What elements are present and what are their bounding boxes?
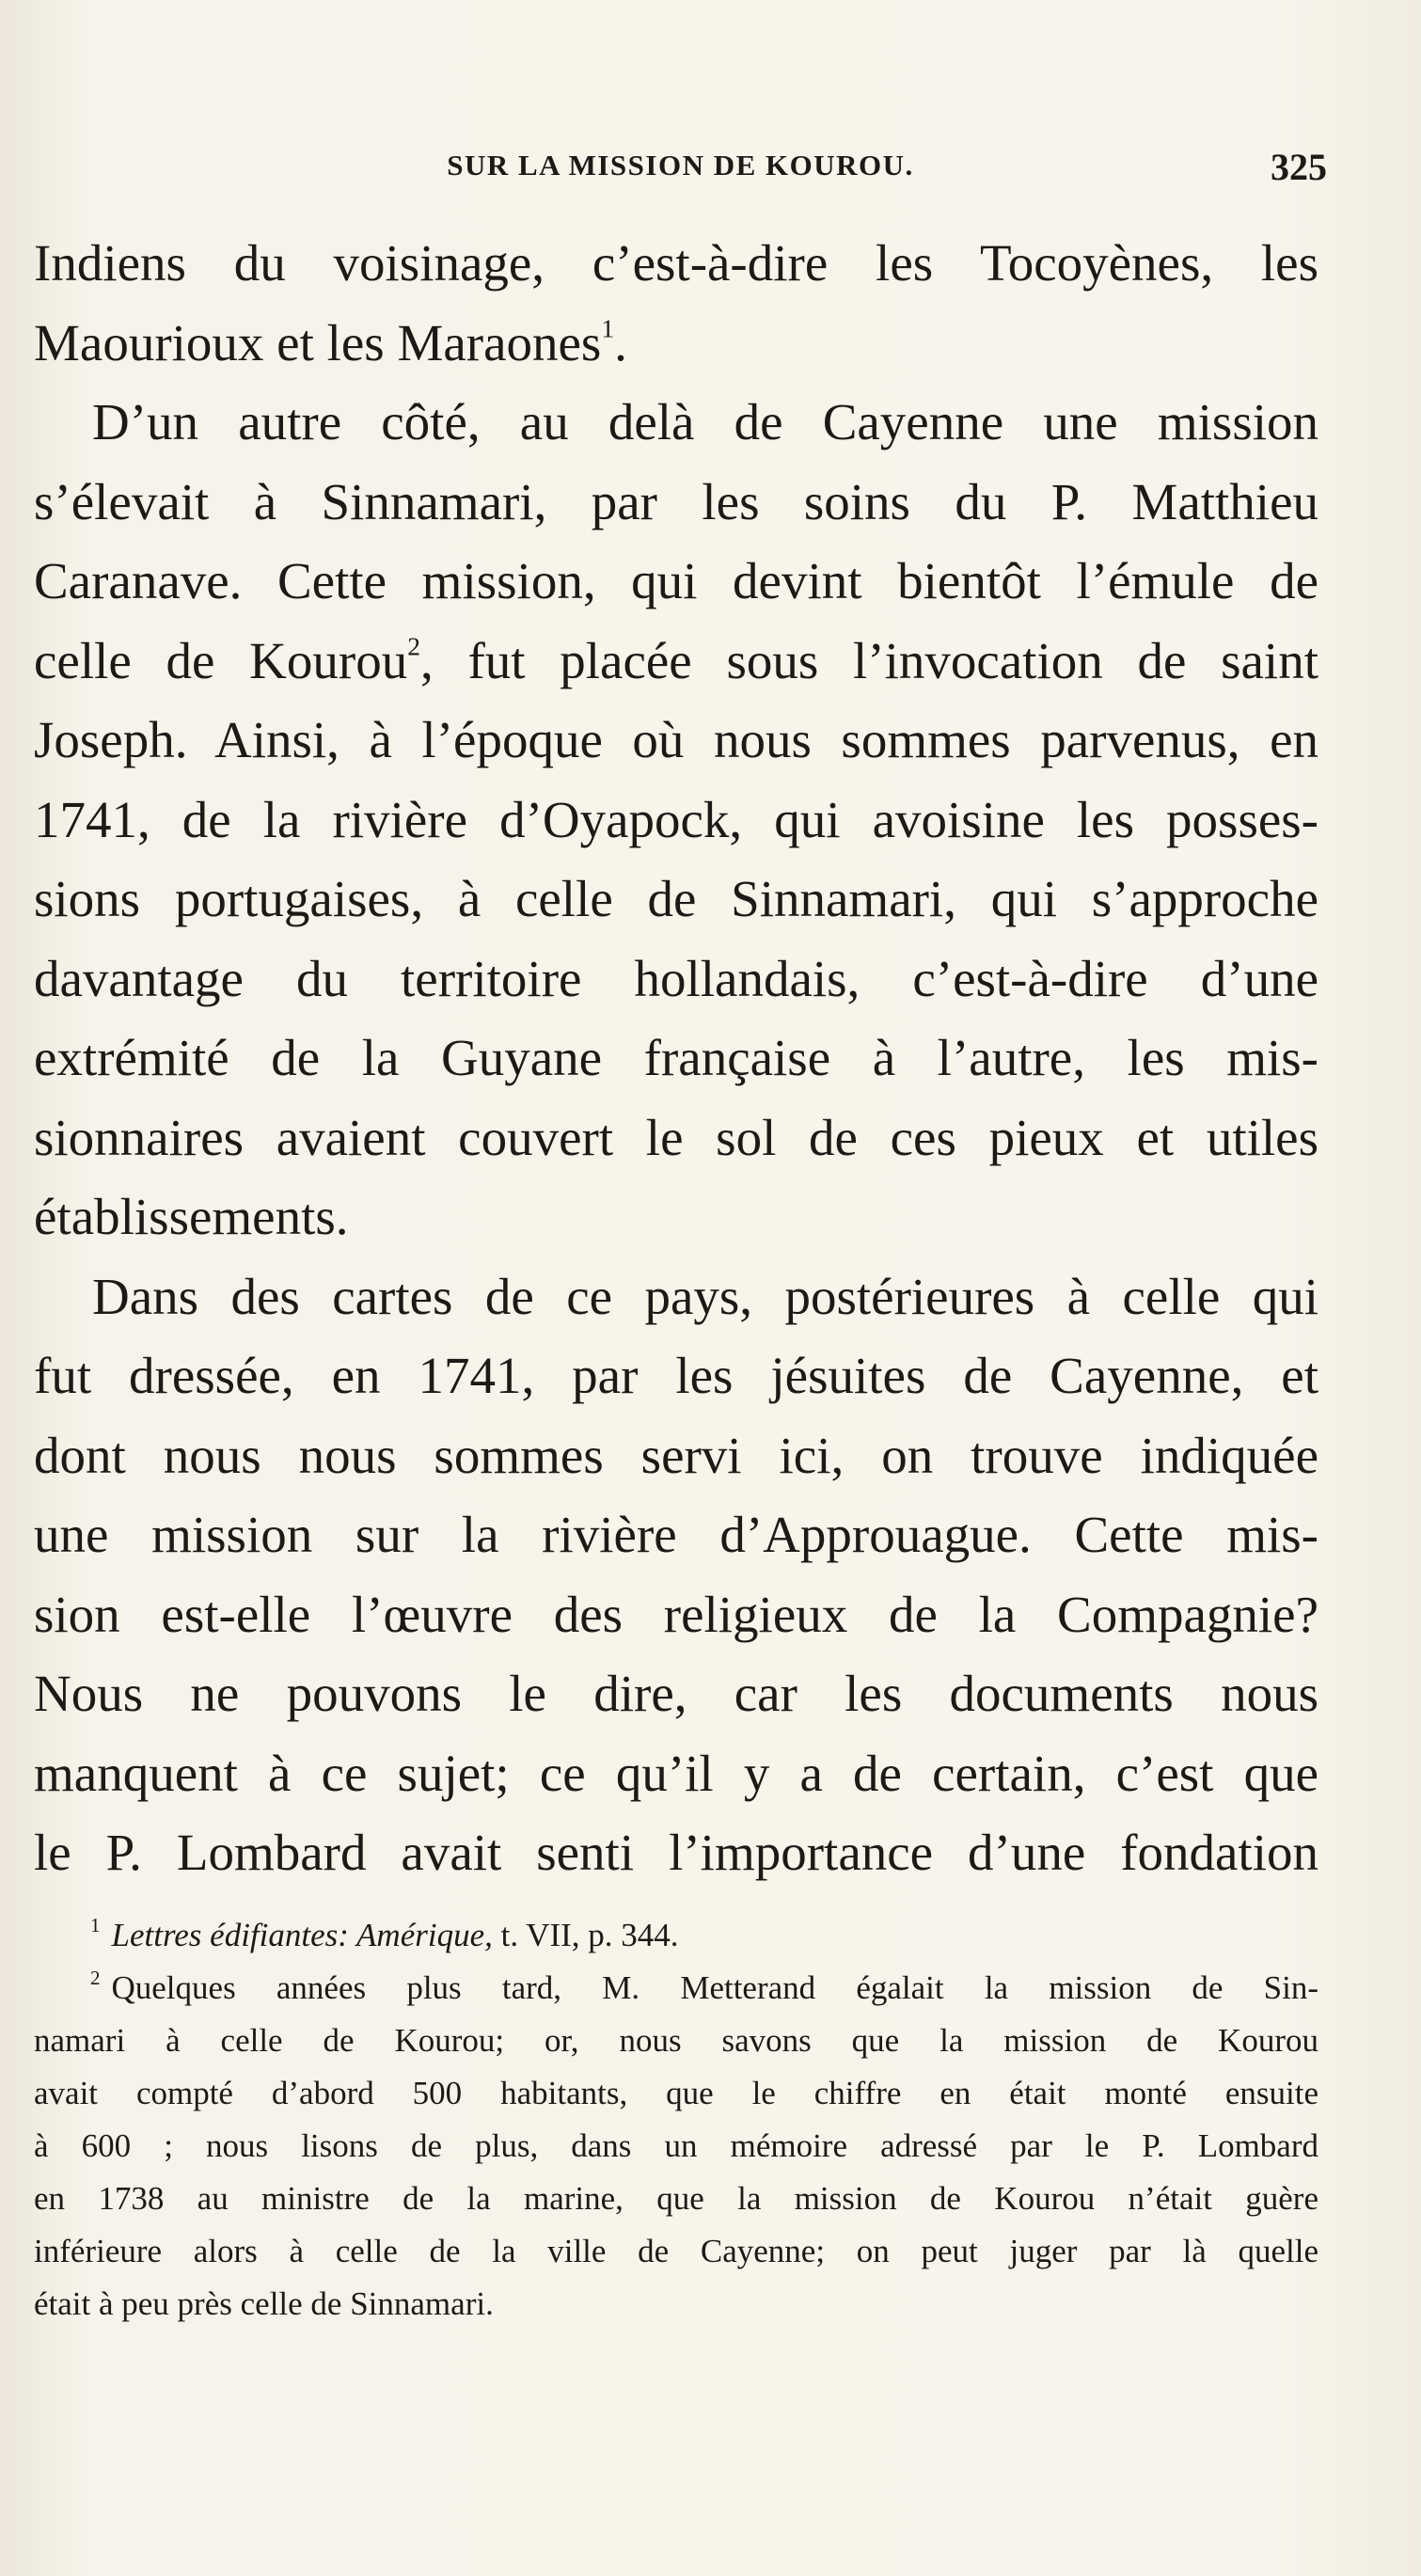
page-header [34, 146, 1327, 196]
footnote-text: Quelques années plus tard, M. Metterand égalait la mission de Sin- [111, 1969, 1318, 2006]
text-line: davantage du territoire hollandais, c’est-à-dire d’une [34, 949, 1318, 1007]
running-title: SUR LA MISSION DE KOUROU. [447, 149, 914, 182]
footnote-mark: 1 [90, 1914, 101, 1937]
text-line: Nous ne pouvons le dire, car les documents nous [34, 1665, 1318, 1722]
text-line: établissements. [34, 1188, 349, 1245]
text-line: Caranave. Cette mission, qui devint bientôt l’émule de [34, 552, 1318, 609]
text-line: Dans des cartes de ce pays, postérieures à celle qui [92, 1267, 1318, 1325]
footnotes [34, 1909, 1318, 2331]
text-line: dont nous nous sommes servi ici, on trouve indiquée [34, 1426, 1318, 1484]
footnote-line: avait compté d’abord 500 habitants, que le chiffre en était monté ensuite [34, 2075, 1318, 2111]
text-line: sion est-elle l’œuvre des religieux de la Compagnie? [34, 1585, 1318, 1643]
text-line: Indiens du voisinage, c’est-à-dire les Tocoyènes, les [34, 234, 1318, 292]
footnote-text: t. VII, p. 344. [500, 1917, 679, 1953]
body-text [34, 224, 1318, 1893]
footnote-1 [34, 1909, 1318, 1962]
footnote-mark: 2 [90, 1967, 101, 1990]
text-line: sionnaires avaient couvert le sol de ces pieux et utiles [34, 1108, 1318, 1166]
footnote-2 [34, 1962, 1318, 2015]
text-line: fut dressée, en 1741, par les jésuites de Cayenne, et [34, 1347, 1318, 1404]
footnote-title: Lettres édifiantes: Amérique, [111, 1917, 493, 1953]
page-number: 325 [1271, 146, 1327, 188]
footnote-line: inférieure alors à celle de la ville de Cayenne; on peut juger par là quelle [34, 2233, 1318, 2269]
text-line: le P. Lombard avait senti l’importance d’une fondation [34, 1824, 1318, 1881]
footnote-line: en 1738 au ministre de la marine, que la mission de Kourou n’était guère [34, 2180, 1318, 2217]
text-line-content: Maourioux et les Maraones [34, 313, 602, 371]
text-line [34, 622, 1318, 702]
footnote-line: à 600 ; nous lisons de plus, dans un mémoire adressé par le P. Lombard [34, 2127, 1318, 2164]
text-line: 1741, de la rivière d’Oyapock, qui avoisine les posses- [34, 790, 1318, 848]
text-line: une mission sur la rivière d’Approuague. Cette mis- [34, 1506, 1318, 1563]
footnote-line: était à peu près celle de Sinnamari. [34, 2285, 494, 2322]
text-line-content: , fut placée sous l’invocation de saint [419, 631, 1318, 689]
text-line: sions portugaises, à celle de Sinnamari, qui s’approche [34, 870, 1318, 927]
footnote-ref: 1 [601, 312, 615, 342]
text-line: D’un autre côté, au delà de Cayenne une mission [92, 393, 1318, 450]
text-line: manquent à ce sujet; ce qu’il y a de certain, c’est que [34, 1744, 1318, 1802]
footnote-line: namari à celle de Kourou; or, nous savons que la mission de Kourou [34, 2022, 1318, 2059]
footnote-ref: 2 [407, 630, 420, 660]
text-line-content: celle de Kourou [34, 631, 408, 689]
text-line: s’élevait à Sinnamari, par les soins du P. Matthieu [34, 472, 1318, 530]
text-line: Joseph. Ainsi, à l’époque où nous sommes parvenus, en [34, 711, 1318, 768]
text-line: extrémité de la Guyane française à l’autre, les mis- [34, 1029, 1318, 1086]
text-line: Maourioux et les Maraones$^1$. [34, 312, 627, 371]
